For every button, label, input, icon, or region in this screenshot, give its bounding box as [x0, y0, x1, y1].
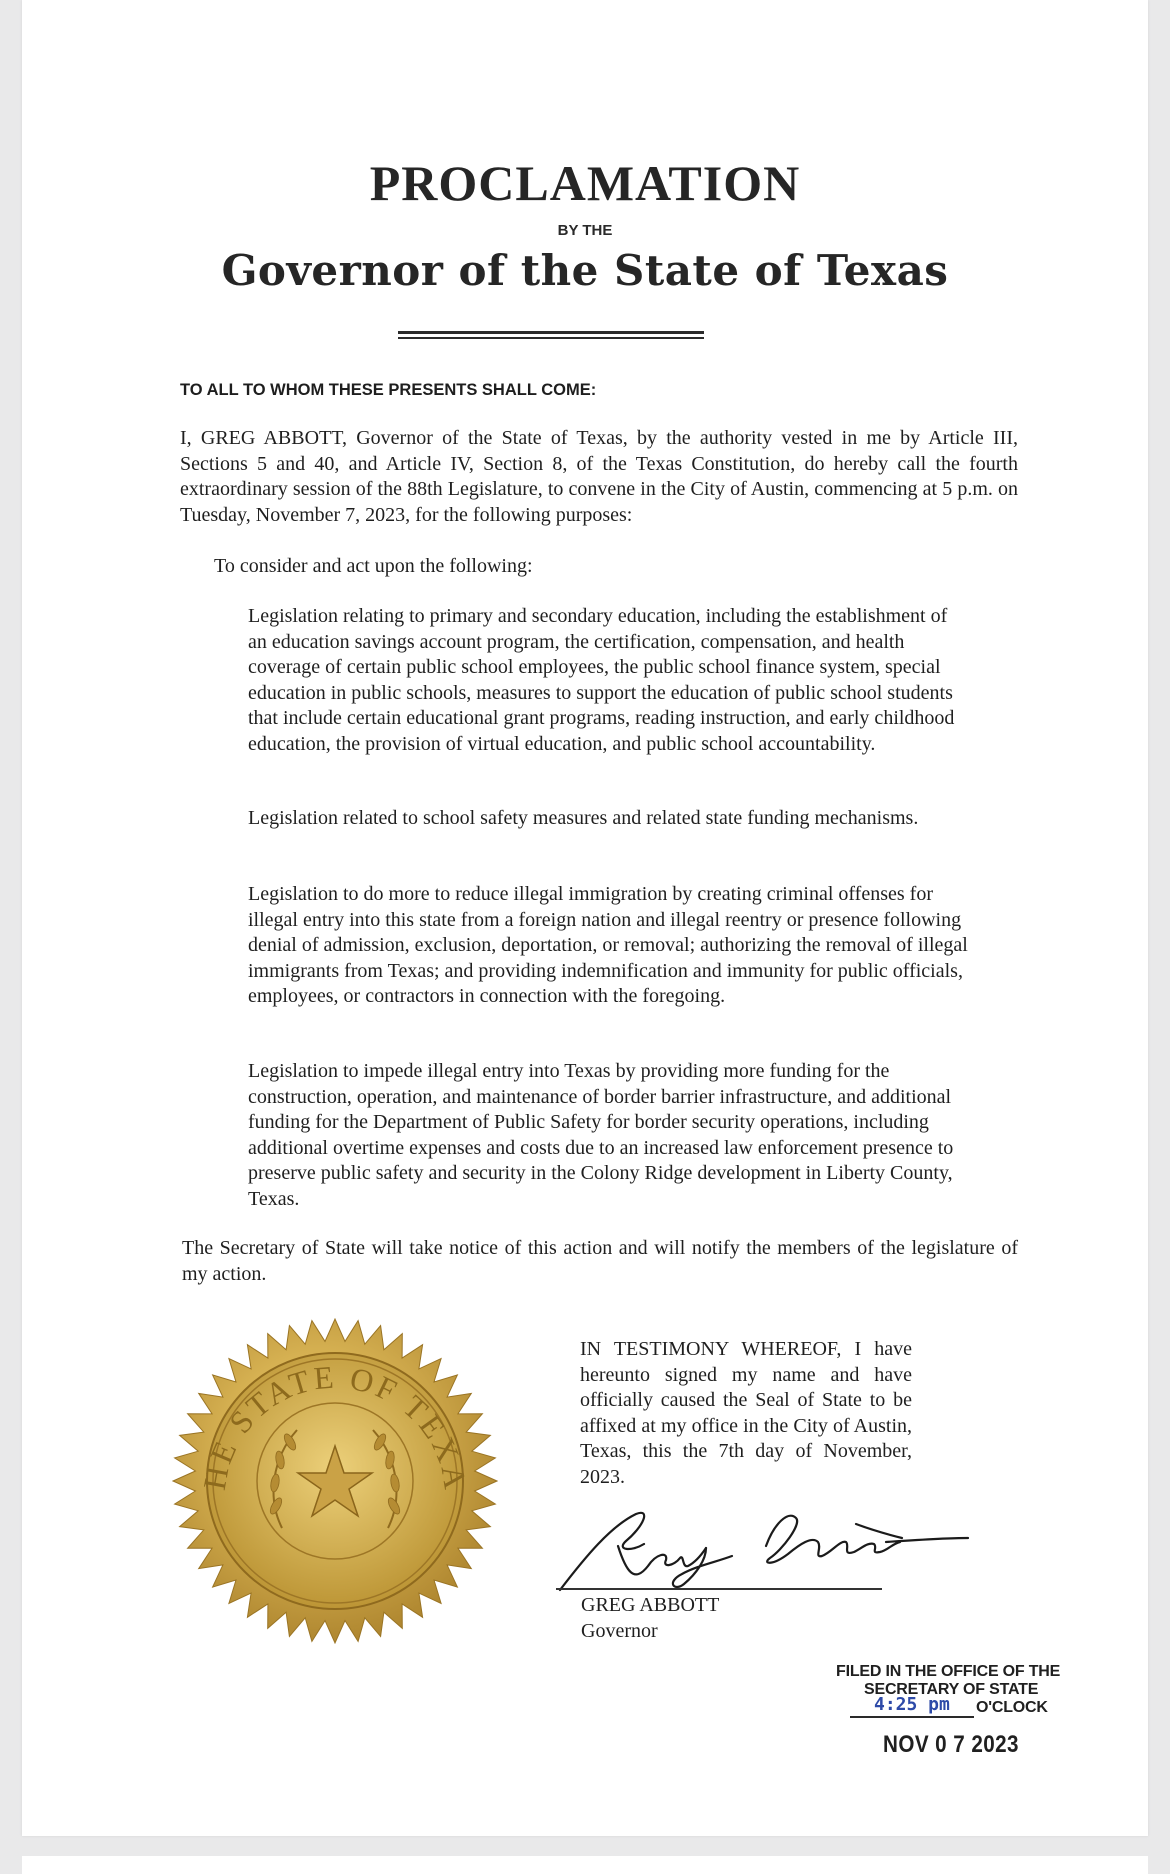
state-seal-icon	[172, 1318, 498, 1649]
secretary-notice: The Secretary of State will take notice of this action and will notify the members of the legislature of my action.	[182, 1237, 1018, 1285]
legislation-item-immigration: Legislation to do more to reduce illegal immigration by creating criminal offenses for illegal entry into this state from a foreign nation and illegal reentry or presence following denial of admission, exclusion, deportation, or removal; authorizing the removal of illegal immigrants from Texas; and providing indemnification and immunity for public officials, employees, or contractors in connection with the foregoing.	[248, 883, 968, 1007]
title-divider	[398, 331, 704, 334]
intro-paragraph: I, GREG ABBOTT, Governor of the State of Texas, by the authority vested in me by Article III, Sections 5 and 40, and Article IV, Section 8, of the Texas Constitution, do hereby call the fourth extraordinary session of the 88th Legislature, to convene in the City of Austin, commencing at 5 p.m. on Tuesday, November 7, 2023, for the following purposes:	[180, 427, 1018, 526]
signer-title: Governor	[581, 1620, 658, 1642]
filing-stamp-line1: FILED IN THE OFFICE OF THE	[836, 1663, 1061, 1680]
title-divider-thin	[398, 337, 704, 339]
filing-stamp-oclock: O'CLOCK	[976, 1699, 1048, 1716]
seal-text: HE STATE OF TEXA	[195, 1358, 475, 1495]
filing-stamp-line2: SECRETARY OF STATE	[864, 1681, 1039, 1698]
legislation-item-border: Legislation to impede illegal entry into Texas by providing more funding for the construction, operation, and maintenance of border barrier infrastructure, and additional funding for the Department of Public Safety for border security operations, including additional overtime expenses and costs due to an increased law enforcement presence to preserve public safety and security in the Colony Ridge development in Liberty County, Texas.	[248, 1060, 954, 1210]
governor-signature	[556, 1496, 976, 1601]
governor-heading: Governor of the State of Texas	[221, 246, 949, 295]
filing-time-underline	[850, 1716, 974, 1718]
consider-line: To consider and act upon the following:	[214, 555, 533, 577]
filing-time-handwritten: 4:25 pm	[874, 1694, 950, 1715]
salutation: TO ALL TO WHOM THESE PRESENTS SHALL COME:	[180, 381, 597, 399]
proclamation-title: PROCLAMATION	[369, 155, 801, 211]
by-the-label: BY THE	[557, 222, 613, 239]
legislation-item-education: Legislation relating to primary and secondary education, including the establishment of an education savings account program, the certification, compensation, and health coverage of certain public school employees, the public school finance system, special education in public schools, measures to support the education of public school students that include certain educational grant programs, reading instruction, and early childhood education, the provision of virtual education, and public school accountability.	[248, 605, 955, 755]
testimony-paragraph: IN TESTIMONY WHEREOF, I have hereunto signed my name and have officially caused the Seal of State to be affixed at my office in the City of Austin, Texas, this the 7th day of November, 2023.	[580, 1338, 912, 1488]
next-page-edge	[22, 1856, 1148, 1874]
legislation-item-school-safety: Legislation related to school safety measures and related state funding mechanisms.	[248, 807, 919, 829]
filing-date-stamp: NOV 0 7 2023	[883, 1731, 1019, 1758]
signature-line	[556, 1588, 882, 1590]
signer-name: GREG ABBOTT	[581, 1594, 720, 1616]
